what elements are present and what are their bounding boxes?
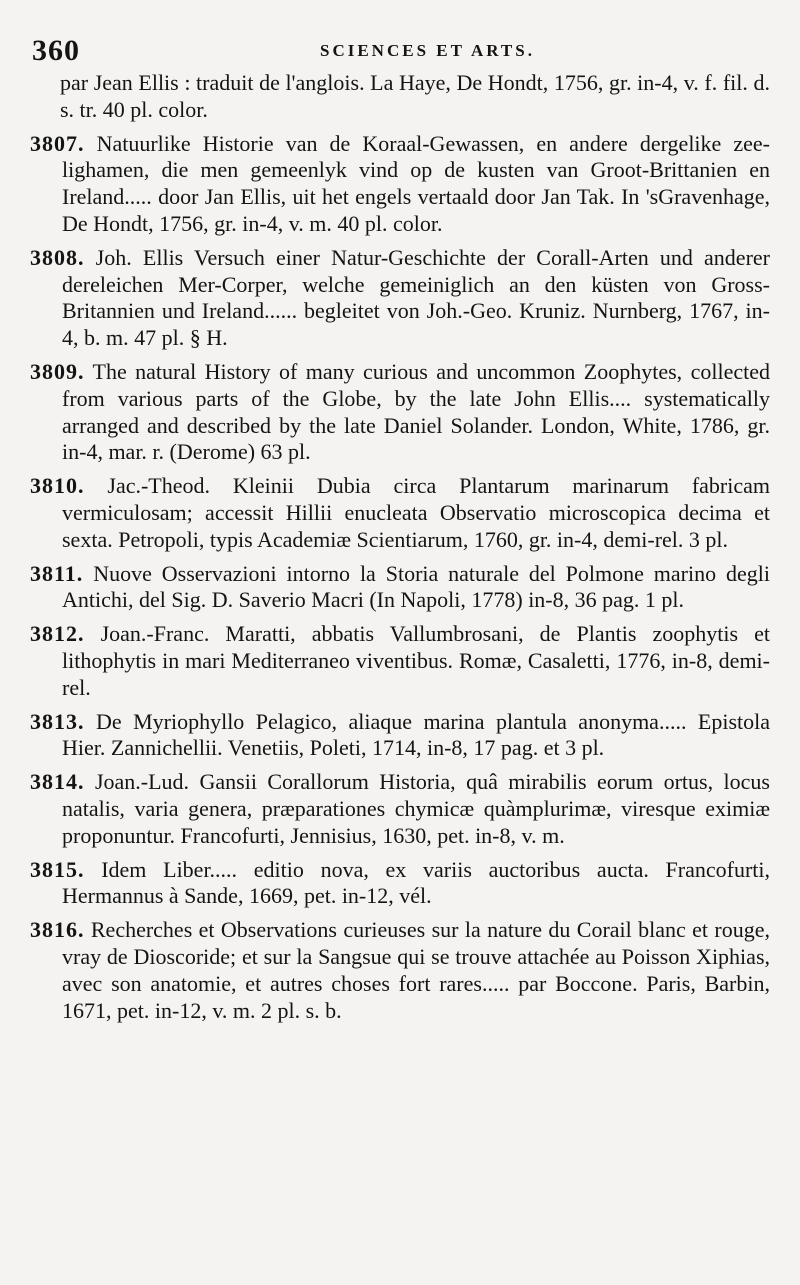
page-header (32, 34, 772, 74)
catalogue-entry (30, 769, 770, 849)
running-head: SCIENCES ET ARTS. (320, 41, 535, 60)
entry-text: Recherches et Observations curieuses sur la nature du Corail blanc et rouge, vray de Dioscoride; et sur la Sangsue qui se trouve attachée au Poisson Xiphias, avec son anatomie, et autres choses fort rares..... par Boccone. Paris, Barbin, 1671, pet. in-12, v. m. 2 pl. s. b. (62, 917, 770, 1023)
catalogue-entry (30, 131, 770, 238)
page-number: 360 (32, 34, 80, 67)
entry-text: par Jean Ellis : traduit de l'anglois. La Haye, De Hondt, 1756, gr. in-4, v. f. fil. d. s. tr. 40 pl. color. (60, 70, 770, 122)
catalogue-entry (30, 621, 770, 701)
entry-text: Idem Liber..... editio nova, ex variis auctoribus aucta. Francofurti, Hermannus à Sande, 1669, pet. in-12, vél. (62, 856, 771, 909)
entry-text: Natuurlike Historie van de Koraal-Gewassen, en andere dergelike zee-lighamen, die men gemeenlyk vind op de kusten van Groot-Brittanien en Ireland..... door Jan Ellis, uit het engels vertaald door Jan Tak. In 'sGravenhage, De Hondt, 1756, gr. in-4, v. m. 40 pl. color. (62, 130, 771, 236)
catalogue-entry (30, 709, 770, 763)
entry-number: 3812. (30, 621, 85, 647)
entry-text: Joh. Ellis Versuch einer Natur-Geschichte der Corall-Arten und anderer dereleichen Mer-Corper, welche gemeiniglich an den küsten von Gross-Britannien und Ireland...... begleitet von Joh.-Geo. Kruniz. Nurnberg, 1767, in-4, b. m. 47 pl. § H. (62, 244, 770, 351)
entry-number: 3813. (30, 708, 85, 734)
entry-number: 3809. (30, 358, 85, 384)
entry-text: Nuove Osservazioni intorno la Storia naturale del Polmone marino degli Antichi, del Sig. D. Saverio Macri (In Napoli, 1778) in-8, 36 pag. 1 pl. (62, 560, 770, 613)
entry-number: 3811. (30, 560, 84, 586)
catalogue-entry (30, 359, 770, 466)
entry-text: Jac.-Theod. Kleinii Dubia circa Plantarum marinarum fabricam vermiculosam; accessit Hillii enucleata Observatio microscopica decima et sexta. Petropoli, typis Academiæ Scientiarum, 1760, gr. in-4, demi-rel. 3 pl. (62, 473, 771, 552)
catalogue-entry (30, 857, 770, 911)
catalogue-entries (30, 70, 770, 1031)
entry-text: The natural History of many curious and uncommon Zoophytes, collected from various parts of the Globe, by the late John Ellis.... systematically arranged and described by the late Daniel Solander. London, White, 1786, gr. in-4, mar. r. (Derome) 63 pl. (62, 358, 770, 465)
entry-text: Joan.-Lud. Gansii Corallorum Historia, quâ mirabilis eorum ortus, locus natalis, varia genera, præparationes chymicæ quàmplurimæ, viresque eximiæ proponuntur. Francofurti, Jennisius, 1630, pet. in-8, v. m. (62, 769, 770, 848)
catalogue-entry (30, 917, 770, 1024)
catalogue-entry (30, 245, 770, 352)
entry-number: 3810. (30, 473, 85, 499)
catalogue-entry (30, 473, 770, 553)
entry-number: 3814. (30, 769, 85, 795)
catalogue-entry-continuation (30, 70, 770, 124)
entry-text: De Myriophyllo Pelagico, aliaque marina plantula anonyma..... Epistola Hier. Zannichellii. Venetiis, Poleti, 1714, in-8, 17 pag. et 3 pl. (62, 708, 771, 761)
entry-text: Joan.-Franc. Maratti, abbatis Vallumbrosani, de Plantis zoophytis et lithophytis in mari Mediterraneo viventibus. Romæ, Casaletti, 1776, in-8, demi-rel. (62, 621, 771, 700)
entry-number: 3815. (30, 856, 85, 882)
entry-number: 3808. (30, 244, 85, 270)
entry-number: 3807. (30, 130, 85, 156)
entry-number: 3816. (30, 917, 85, 943)
catalogue-entry (30, 561, 770, 615)
